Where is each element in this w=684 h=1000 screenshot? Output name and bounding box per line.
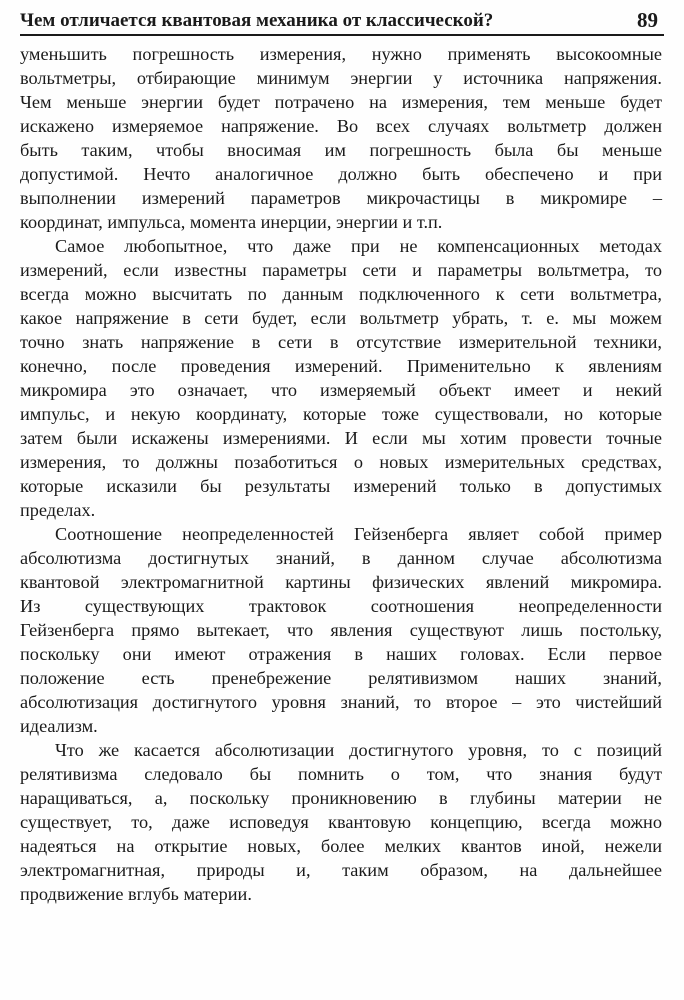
running-header	[20, 6, 664, 36]
text-line: идеализм.	[20, 716, 98, 736]
text-line: наращиваться, а, поскольку проникновению в глубины материи не	[20, 788, 662, 808]
text-line: быть таким, чтобы вносимая им погрешность была бы меньше	[20, 140, 662, 160]
text-line: абсолютизация достигнутого уровня знаний, то второе – это чистейший	[20, 692, 662, 712]
text-line: выполнении измерений параметров микрочастицы в микромире –	[20, 188, 662, 208]
text-line: искажено измеряемое напряжение. Во всех случаях вольтметр должен	[20, 116, 662, 136]
text-line: микромира это означает, что измеряемый объект имеет и некий	[20, 380, 662, 400]
text-line: электромагнитная, природы и, таким образом, на дальнейшее	[20, 860, 662, 880]
text-line: которые исказили бы результаты измерений только в допустимых	[20, 476, 662, 496]
text-line: импульс, и некую координату, которые тоже существовали, но которые	[20, 404, 662, 424]
text-line: вольтметры, отбирающие минимум энергии у источника напряжения.	[20, 68, 662, 88]
text-line: всегда можно высчитать по данным подключенного к сети вольтметра,	[20, 284, 662, 304]
text-line: затем были искажены измерениями. И если мы хотим провести точные	[20, 428, 662, 448]
text-line: какое напряжение в сети будет, если вольтметр убрать, т. е. мы можем	[20, 308, 662, 328]
text-line: допустимой. Нечто аналогичное должно быть обеспечено и при	[20, 164, 662, 184]
text-line: конечно, после проведения измерений. Применительно к явлениям	[20, 356, 662, 376]
text-line: поскольку они имеют отражения в наших головах. Если первое	[20, 644, 662, 664]
text-line: надеяться на открытие новых, более мелких квантов иной, нежели	[20, 836, 662, 856]
text-line: Из существующих трактовок соотношения неопределенности	[20, 596, 662, 616]
running-title: Чем отличается квантовая механика от классической?	[20, 10, 494, 31]
text-line: пределах.	[20, 500, 96, 520]
text-line: Самое любопытное, что даже при не компенсационных методах	[55, 236, 662, 256]
text-line: положение есть пренебрежение релятивизмом наших знаний,	[20, 668, 662, 688]
text-line: Что же касается абсолютизации достигнутого уровня, то с позиций	[55, 740, 662, 760]
text-line: измерений, если известны параметры сети и параметры вольтметра, то	[20, 260, 662, 280]
text-line: Чем меньше энергии будет потрачено на измерения, тем меньше будет	[20, 92, 662, 112]
text-line: существует, то, даже исповедуя квантовую концепцию, всегда можно	[20, 812, 662, 832]
text-line: Гейзенберга прямо вытекает, что явления существуют лишь постольку,	[20, 620, 662, 640]
text-line: Соотношение неопределенностей Гейзенберга являет собой пример	[55, 524, 662, 544]
page-number: 89	[637, 8, 658, 32]
text-line: релятивизма следовало бы помнить о том, что знания будут	[20, 764, 662, 784]
body-text	[20, 42, 662, 906]
text-line: квантовой электромагнитной картины физических явлений микромира.	[20, 572, 662, 592]
text-line: измерения, то должны позаботиться о новых измерительных средствах,	[20, 452, 662, 472]
text-line: уменьшить погрешность измерения, нужно применять высокоомные	[20, 44, 662, 64]
text-line: абсолютизма достигнутых знаний, в данном случае абсолютизма	[20, 548, 662, 568]
text-line: точно знать напряжение в сети в отсутствие измерительной техники,	[20, 332, 662, 352]
text-line: продвижение вглубь материи.	[20, 884, 252, 904]
text-line: координат, импульса, момента инерции, энергии и т.п.	[20, 212, 443, 232]
